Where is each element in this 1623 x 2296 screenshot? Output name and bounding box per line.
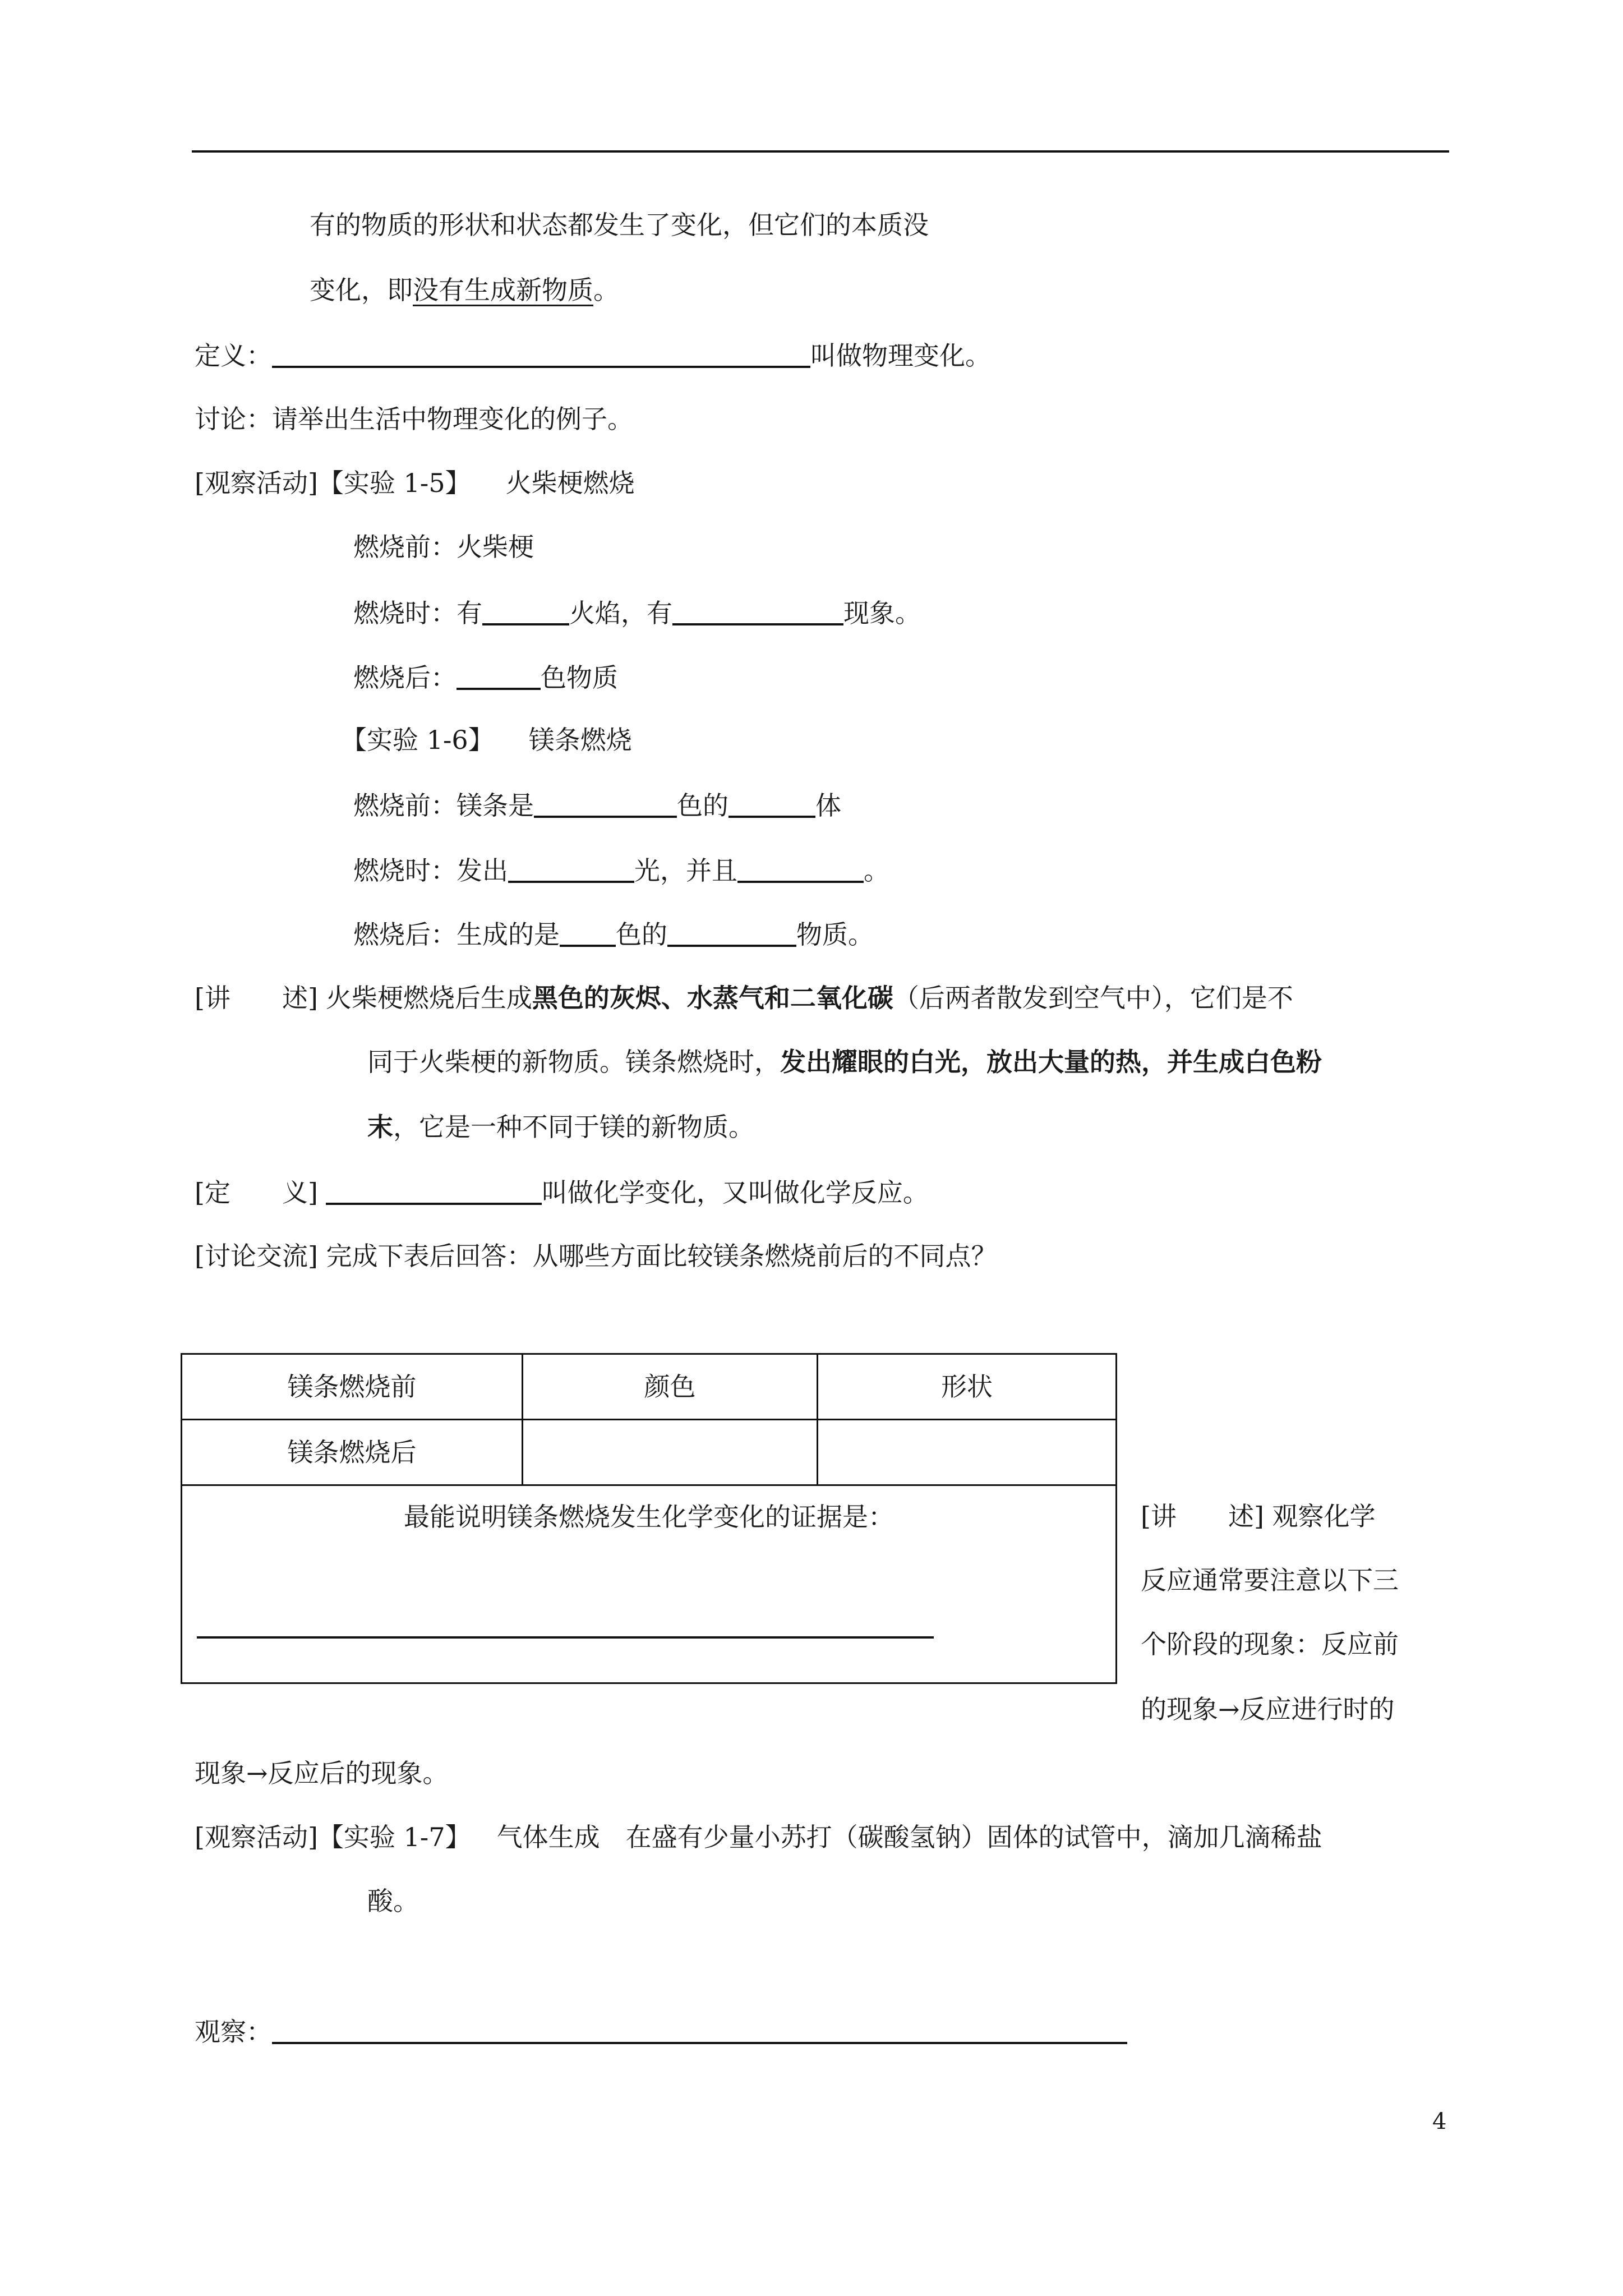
lecture-label: [讲 述] xyxy=(195,983,318,1013)
text-segment: 色的 xyxy=(616,919,667,950)
intro-line-1: 有的物质的形状和状态都发生了变化，但它们的本质没 xyxy=(310,210,929,240)
text-segment: ，它是一种不同于镁的新物质。 xyxy=(393,1112,754,1142)
intro-line-2 xyxy=(310,277,619,303)
match-after-burning xyxy=(353,663,618,691)
magnesium-after-burning xyxy=(353,919,874,950)
lecture-2-line-5: 现象→反应后的现象。 xyxy=(195,1758,449,1788)
definition-suffix: 叫做化学变化，又叫做化学反应。 xyxy=(541,1177,929,1208)
definition-label: 定义： xyxy=(195,341,272,371)
intro-line-2-suffix: 。 xyxy=(593,275,619,305)
lecture-2-line-2: 反应通常要注意以下三 xyxy=(1141,1565,1399,1595)
text-segment: 火焰，有 xyxy=(569,598,672,628)
lecture-line-3 xyxy=(367,1114,754,1140)
text-segment: 燃烧时：有 xyxy=(353,598,482,628)
match-during-burning xyxy=(353,599,921,626)
text-segment: 燃烧后： xyxy=(353,662,457,693)
definition-label: [定 义] xyxy=(195,1177,318,1208)
experiment-1-5-header xyxy=(195,470,635,496)
text-segment: 光，并且 xyxy=(634,855,737,886)
answer-blank[interactable] xyxy=(272,2017,1127,2044)
experiment-1-7-header xyxy=(195,1824,1322,1850)
experiment-1-6-header xyxy=(341,727,632,753)
table-input-cell[interactable] xyxy=(818,1420,1117,1485)
answer-blank[interactable] xyxy=(508,856,634,883)
answer-blank[interactable] xyxy=(534,791,677,818)
evidence-cell xyxy=(182,1485,1117,1683)
answer-blank[interactable] xyxy=(457,663,541,690)
page-number: 4 xyxy=(1432,2109,1447,2134)
table-row xyxy=(182,1485,1117,1683)
table-cell: 颜色 xyxy=(523,1354,818,1420)
text-segment: 体 xyxy=(815,790,841,821)
experiment-label: [观察活动]【实验 1-7】 xyxy=(195,1822,471,1852)
definition-chemical-change xyxy=(195,1177,929,1208)
table-row xyxy=(182,1420,1117,1485)
text-segment: （后两者散发到空气中），它们是不 xyxy=(893,983,1293,1013)
comparison-table xyxy=(181,1353,1117,1684)
answer-blank[interactable] xyxy=(672,599,843,625)
bold-text: 末 xyxy=(367,1112,393,1142)
lecture-2-line-1: [讲 述] 观察化学 xyxy=(1141,1501,1376,1531)
text-segment: 燃烧前：镁条是 xyxy=(353,790,534,821)
table-input-cell[interactable] xyxy=(523,1420,818,1485)
intro-underlined-phrase: 没有生成新物质 xyxy=(413,275,593,305)
text-segment: 色物质 xyxy=(541,662,618,693)
experiment-title: 镁条燃烧 xyxy=(528,725,632,755)
text-segment: 色的 xyxy=(677,790,728,821)
answer-blank[interactable] xyxy=(197,1636,934,1639)
answer-blank[interactable] xyxy=(326,1178,542,1205)
definition-suffix: 叫做物理变化。 xyxy=(810,341,991,371)
answer-blank[interactable] xyxy=(482,599,569,625)
answer-blank[interactable] xyxy=(560,920,616,947)
bold-text: 发出耀眼的白光，放出大量的热，并生成白色粉 xyxy=(780,1047,1322,1077)
table-row xyxy=(182,1354,1117,1420)
answer-blank[interactable] xyxy=(737,856,864,883)
observation-label: 观察： xyxy=(195,2017,272,2047)
text-segment: 。 xyxy=(864,855,889,886)
intro-line-2-prefix: 变化，即 xyxy=(310,275,413,305)
text-segment: 燃烧后：生成的是 xyxy=(353,919,560,950)
magnesium-during-burning xyxy=(353,856,889,884)
answer-blank[interactable] xyxy=(667,920,796,947)
discussion-physical-examples: 讨论：请举出生活中物理变化的例子。 xyxy=(195,404,633,434)
text-segment: 燃烧时：发出 xyxy=(353,855,508,886)
observation-line xyxy=(195,2017,1127,2045)
discussion-exchange: [讨论交流] 完成下表后回答：从哪些方面比较镁条燃烧前后的不同点？ xyxy=(195,1241,997,1271)
evidence-label: 最能说明镁条燃烧发生化学变化的证据是： xyxy=(404,1502,894,1532)
experiment-description: 在盛有少量小苏打（碳酸氢钠）固体的试管中，滴加几滴稀盐 xyxy=(625,1822,1322,1852)
experiment-label: [观察活动]【实验 1-5】 xyxy=(195,468,471,498)
table-cell: 镁条燃烧后 xyxy=(182,1420,523,1485)
bold-text: 黑色的灰烬、水蒸气和二氧化碳 xyxy=(532,983,893,1013)
table-cell: 形状 xyxy=(818,1354,1117,1420)
text-segment: 现象。 xyxy=(843,598,921,628)
experiment-title: 火柴梗燃烧 xyxy=(505,468,635,498)
text-segment: 物质。 xyxy=(796,919,874,950)
match-before-burning: 燃烧前：火柴梗 xyxy=(353,532,534,562)
experiment-label: 【实验 1-6】 xyxy=(341,725,494,755)
lecture-2-line-4: 的现象→反应进行时的 xyxy=(1141,1694,1395,1724)
lecture-line-1 xyxy=(195,985,1293,1011)
table-cell: 镁条燃烧前 xyxy=(182,1354,523,1420)
answer-blank[interactable] xyxy=(272,341,810,368)
definition-physical-change xyxy=(195,341,991,369)
experiment-title: 气体生成 xyxy=(496,1822,600,1852)
lecture-2-line-3: 个阶段的现象：反应前 xyxy=(1141,1629,1399,1659)
text-segment: 同于火柴梗的新物质。镁条燃烧时， xyxy=(367,1047,780,1077)
answer-blank[interactable] xyxy=(728,791,815,818)
text-segment: 火柴梗燃烧后生成 xyxy=(325,983,532,1013)
header-rule xyxy=(192,150,1449,153)
experiment-1-7-description-cont: 酸。 xyxy=(367,1886,419,1916)
lecture-line-2 xyxy=(367,1049,1322,1075)
magnesium-before-burning xyxy=(353,790,841,821)
